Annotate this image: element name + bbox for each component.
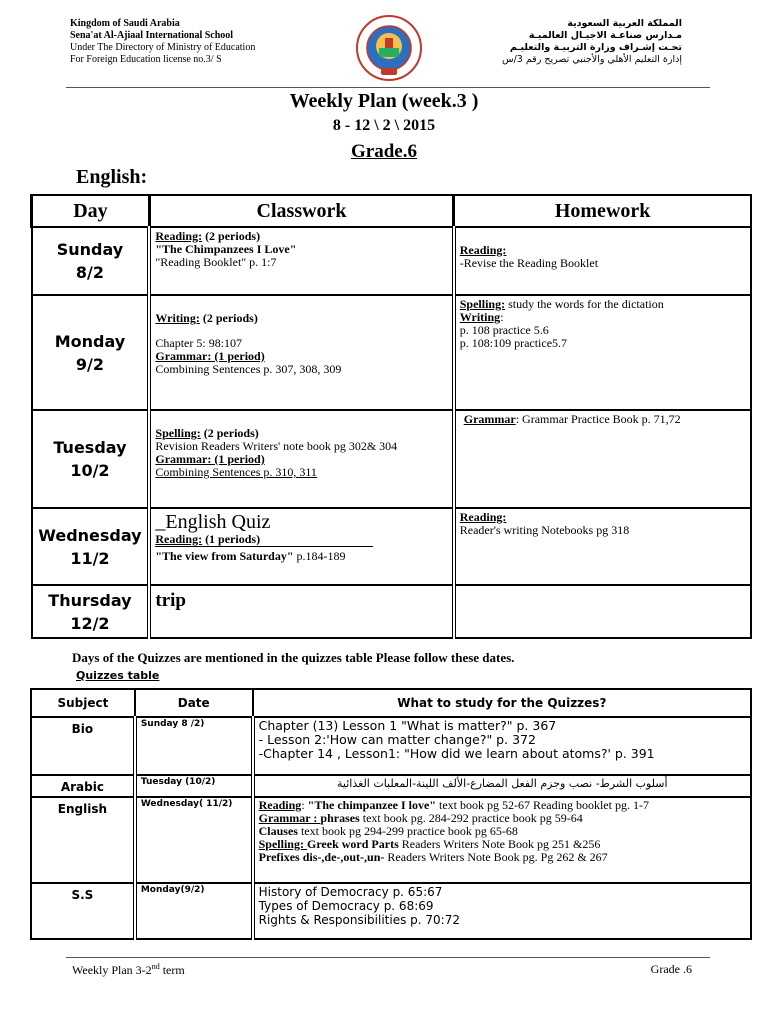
subject-heading: English: [76, 166, 148, 188]
cw-periods: (1 periods) [202, 532, 261, 546]
quiz-topic-label: Prefixes dis-,de-,out-,un- [258, 850, 385, 864]
grade-title: Grade.6 [351, 141, 417, 162]
day-name: Sunday [56, 240, 124, 259]
hw-line: -Revise the Reading Booklet [459, 256, 599, 270]
day-cell [32, 508, 150, 585]
footer-rule [66, 957, 710, 958]
plan-row-tuesday [32, 410, 752, 508]
cw-label: Reading: [155, 229, 203, 243]
school-logo [355, 14, 423, 82]
day-date: 9/2 [75, 354, 104, 374]
footer-left-text: Weekly Plan 3-2 [72, 963, 152, 977]
quiz-topic-title: phrases [320, 811, 360, 825]
cw-quiz-title: _English Quiz [155, 511, 271, 533]
day-date: 8/2 [75, 263, 104, 282]
header-what-to-study: What to study for the Quizzes? [253, 689, 751, 717]
cw-grammar-label: Grammar: (1 period) [155, 452, 265, 466]
cw-periods: (2 periods) [202, 229, 261, 243]
cw-label: Spelling: [155, 426, 201, 440]
hw-line: : Grammar Practice Book p. 71,72 [515, 412, 681, 426]
page-title: Weekly Plan (week.3 ) [289, 90, 479, 112]
quiz-topic-text: Readers Writers Note Book pg. Pg 262 & 267 [384, 850, 608, 864]
plan-header-row [32, 195, 752, 227]
quiz-row-ss [31, 883, 751, 939]
classwork-cell [149, 508, 453, 585]
hw-line: study the words for the dictation [505, 297, 664, 311]
hw-label: Spelling: [459, 297, 506, 311]
quiz-topic-label: Grammar : [258, 811, 321, 825]
homework-cell [454, 295, 751, 410]
quiz-topics [253, 797, 751, 883]
quiz-topic-text: : [301, 798, 308, 812]
quiz-subject: Bio [31, 717, 135, 775]
day-name: Monday [54, 331, 126, 351]
quiz-header-row [31, 689, 751, 717]
plan-row-monday [32, 295, 752, 410]
weekly-plan-table [30, 194, 752, 639]
header-day: Day [32, 195, 150, 227]
day-cell [32, 585, 150, 638]
quiz-topics [253, 883, 751, 939]
quiz-topics: أسلوب الشرط- نصب وجزم الفعل المضارع-الألف اللينة-المعلبات الغذائية [253, 775, 751, 797]
hw-label: Grammar [463, 412, 516, 426]
hw-label: Reading: [459, 510, 507, 524]
quiz-date: Tuesday (10/2) [135, 775, 253, 797]
hw-line: p. 108:109 practice5.7 [459, 336, 568, 350]
day-name: Thursday [48, 590, 132, 610]
header-date: Date [135, 689, 253, 717]
quiz-subject: Arabic [31, 775, 135, 797]
day-cell [32, 410, 150, 508]
quiz-row-english [31, 797, 751, 883]
hw-label: Reading: [459, 243, 507, 257]
classwork-cell [149, 227, 453, 295]
cw-trip: trip [155, 590, 186, 611]
homework-cell [454, 585, 751, 638]
quizzes-table [30, 688, 752, 940]
homework-cell [454, 227, 751, 295]
quiz-topic-line: Types of Democracy p. 68:69 [258, 899, 434, 913]
header-country: Kingdom of Saudi Arabia [70, 18, 180, 29]
header-arabic-line-1: المملكة العربية السعودية [567, 18, 682, 29]
quiz-topic-label: Spelling: [258, 837, 307, 851]
day-date: 12/2 [70, 613, 110, 633]
day-date: 10/2 [70, 461, 110, 480]
quiz-topic-line: History of Democracy p. 65:67 [258, 885, 443, 899]
cw-line: "The Chimpanzees I Love" [155, 242, 297, 256]
date-range: 8 - 12 \ 2 \ 2015 [332, 117, 436, 134]
header-arabic-line-4: إدارة التعليم الأهلي والأجنبي تصريح رقم 3/س [501, 54, 682, 65]
day-cell [32, 227, 150, 295]
cw-periods: (2 periods) [200, 426, 259, 440]
cw-line: Revision Readers Writers' note book pg 302& 304 [155, 439, 398, 453]
footer-right: Grade .6 [650, 962, 692, 976]
footer-superscript: nd [151, 962, 160, 971]
quiz-topic-title: "The chimpanzee I love" [307, 798, 436, 812]
quiz-topic-line: - Lesson 2:'How can matter change?" p. 372 [258, 732, 536, 747]
hw-line: Reader's writing Notebooks pg 318 [459, 523, 630, 537]
header-homework: Homework [454, 195, 751, 227]
quiz-topic-text: text book pg 52-67 Reading booklet pg. 1-7 [435, 798, 649, 812]
cw-line: Chapter 5: 98:107 [155, 336, 243, 350]
classwork-cell [149, 410, 453, 508]
quiz-topic-text: text book pg. 284-292 practice book pg 59-64 [359, 811, 583, 825]
cw-line: "Reading Booklet" p. 1:7 [155, 255, 277, 269]
quiz-row-bio [31, 717, 751, 775]
day-name: Wednesday [38, 525, 142, 545]
header-school-name: Sena'at Al-Ajiaal International School [70, 30, 234, 41]
homework-cell [454, 410, 751, 508]
quiz-row-arabic [31, 775, 751, 797]
day-date: 11/2 [70, 548, 110, 568]
hw-writing-label: Writing [459, 310, 501, 324]
cw-line: Combining Sentences p. 307, 308, 309 [155, 362, 342, 376]
plan-row-thursday [32, 585, 752, 638]
quiz-topic-text: Readers Writers Note Book pg 251 &256 [398, 837, 601, 851]
header-directory: Under The Directory of Ministry of Education [70, 42, 256, 53]
quiz-topic-line: Rights & Responsibilities p. 70:72 [258, 913, 460, 927]
quiz-topic-label: Clauses [258, 824, 298, 838]
quiz-date: Monday(9/2) [135, 883, 253, 939]
quizzes-table-label: Quizzes table [76, 669, 160, 682]
cw-line: Combining Sentences p. 310, 311 [155, 465, 317, 479]
hw-line: p. 108 practice 5.6 [459, 323, 549, 337]
cw-story-title: "The view from Saturday" [155, 549, 294, 563]
quiz-topic-line: Chapter (13) Lesson 1 "What is matter?" p. 367 [258, 718, 557, 733]
day-cell [32, 295, 150, 410]
quiz-subject: English [31, 797, 135, 883]
header-right-arabic-block [502, 18, 682, 66]
footer-left-term: term [159, 963, 185, 977]
header-classwork: Classwork [149, 195, 453, 227]
cw-grammar-label: Grammar: (1 period) [155, 349, 265, 363]
plan-row-wednesday [32, 508, 752, 585]
day-name: Tuesday [53, 438, 127, 457]
homework-cell [454, 508, 751, 585]
quiz-topic-text: text book pg 294-299 practice book pg 65-68 [297, 824, 518, 838]
cw-label: Writing: [155, 311, 200, 325]
header-subject: Subject [31, 689, 135, 717]
header-rule [66, 87, 710, 88]
classwork-cell [149, 295, 453, 410]
classwork-cell [149, 585, 453, 638]
quiz-subject: S.S [31, 883, 135, 939]
quiz-topic-line: -Chapter 14 , Lesson1: "How did we learn about atoms?' p. 391 [258, 746, 655, 761]
hw-colon: : [500, 310, 504, 324]
header-arabic-line-3: تحـت إشـراف وزارة التربيـة والتعليـم [509, 42, 682, 53]
quiz-date: Wednesday( 11/2) [135, 797, 253, 883]
cw-periods: (2 periods) [199, 311, 258, 325]
quiz-note: Days of the Quizzes are mentioned in the quizzes table Please follow these dates. [72, 650, 515, 665]
quiz-topics [253, 717, 751, 775]
quiz-topic-label: Reading [258, 798, 302, 812]
header-arabic-line-2: مـدارس صناعـة الاجيـال العالميـة [528, 30, 682, 41]
plan-row-sunday [32, 227, 752, 295]
quiz-topic-title: Greek word Parts [306, 837, 399, 851]
quiz-date: Sunday 8 /2) [135, 717, 253, 775]
header-left-block [70, 18, 255, 66]
footer-left [72, 962, 185, 978]
header-license: For Foreign Education license no.3/ S [70, 54, 222, 65]
cw-label: Reading: [155, 532, 203, 546]
cw-pages: p.184-189 [293, 549, 346, 563]
